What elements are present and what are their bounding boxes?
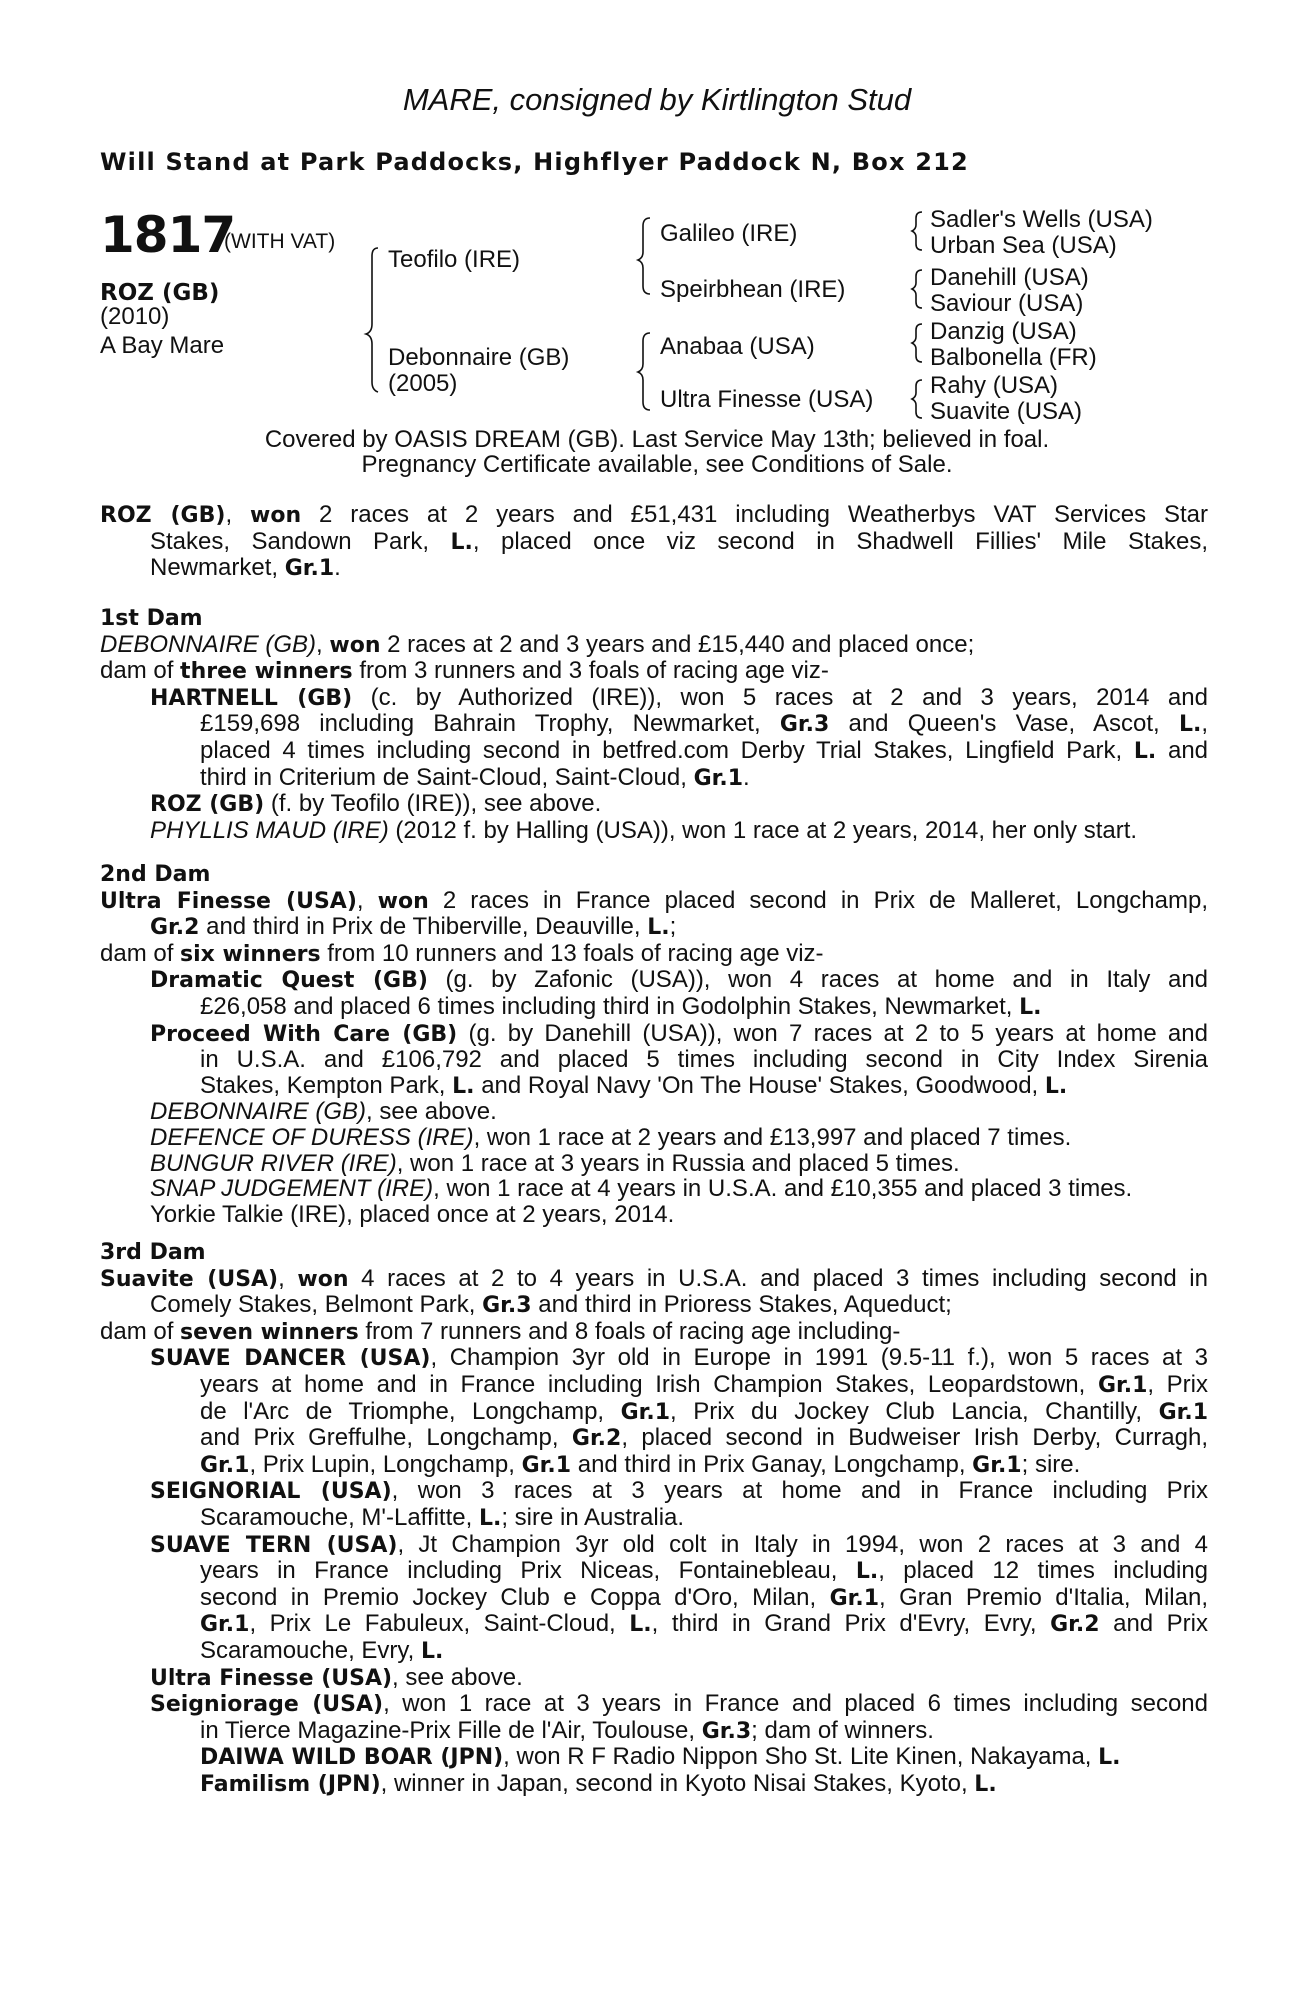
progeny-text: , Gran Premio d'Italia, Milan, bbox=[879, 1583, 1209, 1611]
progeny-text: Stakes, Kempton Park, bbox=[200, 1071, 446, 1099]
consignment-line: MARE, consigned by Kirtlington Stud bbox=[402, 82, 912, 117]
first-dam-heading: 1st Dam bbox=[100, 606, 203, 631]
progeny-text: , placed 12 times including bbox=[878, 1557, 1209, 1585]
progeny-text: (2012 f. by Halling (USA)), won 1 race at 2 years, 2014, her only start. bbox=[395, 816, 1138, 844]
progeny-text: , see above. bbox=[392, 1663, 523, 1691]
pedigree-g4: Saviour (USA) bbox=[930, 290, 1084, 317]
listed-mark: L. bbox=[629, 1612, 652, 1638]
progeny-text: , bbox=[1201, 710, 1208, 738]
progeny-text: , Prix bbox=[1147, 1370, 1208, 1398]
group-mark: Gr.1 bbox=[521, 1452, 572, 1478]
dam-of-text: from 10 runners and 13 foals of racing age viz- bbox=[327, 939, 824, 967]
listed-mark: L. bbox=[974, 1771, 997, 1797]
group-mark: Gr.1 bbox=[693, 765, 743, 791]
horse-name: ROZ (GB) bbox=[100, 280, 220, 306]
progeny-text: , won 1 race at 3 years in Russia and placed 5 times. bbox=[396, 1149, 960, 1177]
summary-text-2: Stakes, Sandown Park, bbox=[150, 527, 430, 555]
won-label: won bbox=[329, 632, 381, 658]
pedigree-g8: Suavite (USA) bbox=[930, 398, 1083, 425]
group-mark: Gr.3 bbox=[701, 1718, 752, 1744]
third-dam-text: Comely Stakes, Belmont Park, bbox=[150, 1291, 476, 1319]
progeny-text: third in Criterium de Saint-Cloud, Saint-Cloud, bbox=[200, 763, 687, 791]
listed-mark: L. bbox=[1044, 1073, 1068, 1099]
progeny-name: SUAVE DANCER (USA) bbox=[150, 1346, 431, 1372]
progeny-text: ; sire in Australia. bbox=[501, 1503, 685, 1531]
progeny-name: Seigniorage (USA) bbox=[150, 1692, 384, 1718]
won-label: won bbox=[297, 1266, 349, 1292]
progeny-text: Yorkie Talkie (IRE), placed once at 2 years, 2014. bbox=[150, 1200, 675, 1228]
first-dam-text: 2 races at 2 and 3 years and £15,440 and placed once; bbox=[387, 630, 975, 658]
progeny-text: , winner in Japan, second in Kyoto Nisai Stakes, Kyoto, bbox=[380, 1769, 968, 1797]
pedigree-g5: Danzig (USA) bbox=[930, 318, 1077, 345]
pedigree-dam-year: (2005) bbox=[388, 370, 458, 397]
progeny-text: , won 1 race at 3 years in France and placed 6 times including second bbox=[383, 1690, 1208, 1718]
lot-number: 1817 bbox=[100, 206, 236, 264]
first-dam-section: 1st Dam DEBONNAIRE (GB), won 2 races at 2 and 3 years and £15,440 and placed once; dam of three winners from 3 runners and 3 foals of racing age viz- HARTNELL (GB) (c. by Authorized (IRE)), won 5 races at 2 and 3 years, 2014 and £159,698 including Bahrain Trophy, Newmarket, Gr.3 and Queen's Vase, Ascot, L., placed 4 times including second in betfred.com Derby Trial Stakes, Lingfield Park, L. and third in Criterium de Saint-Cloud, Saint-Cloud, Gr.1. ROZ (GB) (f. by Teofilo (IRE)), see above. PHYLLIS MAUD (IRE) (2012 f. by Halling (USA)), won 1 race at 2 years, 2014, her only start. bbox=[100, 606, 1209, 844]
winners-count: three winners bbox=[180, 659, 353, 685]
pedigree-sire-sire: Galileo (IRE) bbox=[660, 220, 798, 247]
listed-mark: L. bbox=[1133, 738, 1157, 764]
progeny-text: , won 1 race at 4 years in U.S.A. and £10,355 and placed 3 times. bbox=[433, 1175, 1133, 1203]
group-mark: Gr.3 bbox=[779, 712, 830, 738]
progeny-text: (f. by Teofilo (IRE)), see above. bbox=[270, 790, 602, 818]
third-dam-text: 4 races at 2 to 4 years in U.S.A. and placed 3 times including second in bbox=[361, 1264, 1208, 1292]
progeny-text: , won 1 race at 2 years and £13,997 and placed 7 times. bbox=[473, 1123, 1072, 1151]
progeny-name: SUAVE TERN (USA) bbox=[150, 1532, 398, 1558]
progeny-name: Familism (JPN) bbox=[200, 1771, 381, 1797]
progeny-text: . bbox=[743, 763, 750, 791]
second-dam-section: 2nd Dam Ultra Finesse (USA), won 2 races in France placed second in Prix de Malleret, Longchamp, Gr.2 and third in Prix de Thiberville, Deauville, L.; dam of six winners from 10 runners and 13 foals of racing age viz- Dramatic Quest (GB) (g. by Zafonic (USA)), won 4 races at home and in Italy and £26,058 and placed 6 times including third in Godolphin Stakes, Newmarket, L. Proceed With Care (GB) (g. by Danehill (USA)), won 7 races at 2 to 5 years at home and in U.S.A. and £106,792 and placed 5 times including second in City Index Sirenia Stakes, Kempton Park, L. and Royal Navy 'On The House' Stakes, Goodwood, L. DEBONNAIRE (GB), see above. DEFENCE OF DURESS (IRE), won 1 race at 2 years and £13,997 and placed 7 times. BUNGUR RIVER (IRE), won 1 race at 3 years in Russia and placed 5 times. SNAP JUDGEMENT (IRE), won 1 race at 4 years in U.S.A. and £10,355 and placed 3 times. Yorkie Talkie (IRE), placed once at 2 years, 2014. bbox=[100, 862, 1209, 1228]
group-mark: Gr.2 bbox=[1050, 1612, 1100, 1638]
progeny-text: Scaramouche, M'-Laffitte, bbox=[200, 1503, 473, 1531]
group-mark: Gr.3 bbox=[482, 1293, 532, 1319]
listed-mark: L. bbox=[420, 1638, 444, 1664]
progeny-name: HARTNELL (GB) bbox=[150, 685, 353, 711]
pedigree-sire: Teofilo (IRE) bbox=[388, 246, 521, 273]
progeny-text: years at home and in France including Irish Champion Stakes, Leopardstown, bbox=[200, 1370, 1086, 1398]
dam-of-label: dam of bbox=[100, 1317, 174, 1345]
progeny-name: ROZ (GB) bbox=[150, 792, 265, 818]
progeny-text: , Prix Le Fabuleux, Saint-Cloud, bbox=[249, 1610, 616, 1638]
progeny-text: placed 4 times including second in betfred.com Derby Trial Stakes, Lingfield Park, bbox=[200, 736, 1123, 764]
first-dam-name: DEBONNAIRE (GB) bbox=[100, 630, 317, 658]
progeny-text: , Jt Champion 3yr old colt in Italy in 1994, won 2 races at 3 and 4 bbox=[397, 1530, 1209, 1558]
progeny-text: Scaramouche, Evry, bbox=[200, 1636, 415, 1664]
progeny-name: Ultra Finesse (USA) bbox=[150, 1665, 393, 1691]
pedigree-g6: Balbonella (FR) bbox=[930, 344, 1097, 371]
progeny-name: Proceed With Care (GB) bbox=[150, 1021, 458, 1047]
group-mark: Gr.1 bbox=[829, 1585, 879, 1611]
pedigree-dam-sire: Anabaa (USA) bbox=[660, 333, 815, 360]
horse-description: A Bay Mare bbox=[100, 332, 225, 359]
progeny-text: years in France including Prix Niceas, Fontainebleau, bbox=[200, 1557, 838, 1585]
progeny-text: £159,698 including Bahrain Trophy, Newmarket, bbox=[200, 710, 761, 738]
winners-count: seven winners bbox=[180, 1319, 359, 1345]
progeny-text: , Champion 3yr old in Europe in 1991 (9.5-11 f.), won 5 races at 3 bbox=[430, 1344, 1208, 1372]
summary-text-4: Newmarket, bbox=[150, 554, 279, 582]
progeny-text: in U.S.A. and £106,792 and placed 5 times including second in City Index Sirenia bbox=[200, 1046, 1208, 1074]
listed-mark: L. bbox=[647, 915, 670, 941]
listed-mark: L. bbox=[452, 1073, 475, 1099]
progeny-text: and Prix Greffulhe, Longchamp, bbox=[200, 1424, 559, 1452]
second-dam-name: Ultra Finesse (USA) bbox=[100, 888, 357, 914]
third-dam-name: Suavite (USA) bbox=[100, 1266, 279, 1292]
pedigree-g1: Sadler's Wells (USA) bbox=[930, 206, 1153, 233]
progeny-text: and Prix bbox=[1113, 1610, 1208, 1638]
dam-of-text: from 3 runners and 3 foals of racing age viz- bbox=[359, 657, 829, 685]
summary-won: won bbox=[250, 503, 302, 528]
progeny-text: de l'Arc de Triomphe, Longchamp, bbox=[200, 1397, 605, 1425]
progeny-name: PHYLLIS MAUD (IRE) bbox=[150, 816, 389, 844]
listed-mark: L. bbox=[1178, 712, 1202, 738]
third-dam-heading: 3rd Dam bbox=[100, 1240, 206, 1265]
progeny-text: (g. by Zafonic (USA)), won 4 races at home and in Italy and bbox=[445, 966, 1209, 994]
dam-of-text: from 7 runners and 8 foals of racing age including- bbox=[365, 1317, 901, 1345]
progeny-name: DEBONNAIRE (GB) bbox=[150, 1098, 367, 1126]
progeny-text: , placed second in Budweiser Irish Derby, Curragh, bbox=[621, 1424, 1209, 1452]
pedigree-dam-dam: Ultra Finesse (USA) bbox=[660, 386, 874, 413]
stand-location: Will Stand at Park Paddocks, Highflyer Paddock N, Box 212 bbox=[100, 148, 969, 176]
progeny-text: ; dam of winners. bbox=[751, 1716, 934, 1744]
progeny-name: Dramatic Quest (GB) bbox=[150, 968, 428, 994]
progeny-text: , won 3 races at 3 years at home and in France including Prix bbox=[391, 1477, 1209, 1505]
summary-name: ROZ (GB) bbox=[100, 503, 226, 528]
group-mark: Gr.1 bbox=[200, 1612, 250, 1638]
group-mark: Gr.1 bbox=[1158, 1399, 1209, 1425]
progeny-text: and Queen's Vase, Ascot, bbox=[848, 710, 1160, 738]
summary-text-5: . bbox=[334, 554, 341, 582]
horse-summary: ROZ (GB), won 2 races at 2 years and £51,431 including Weatherbys VAT Services Star Stakes, Sandown Park, L., placed once viz second in Shadwell Fillies' Mile Stakes, Newmarket, Gr.1. bbox=[100, 501, 1209, 582]
progeny-name: DAIWA WILD BOAR (JPN) bbox=[200, 1745, 504, 1771]
progeny-name: SNAP JUDGEMENT (IRE) bbox=[150, 1175, 434, 1203]
third-dam-section: 3rd Dam Suavite (USA), won 4 races at 2 to 4 years in U.S.A. and placed 3 times including second in Comely Stakes, Belmont Park, Gr.3 and third in Prioress Stakes, Aqueduct; dam of seven winners from 7 runners and 8 foals of racing age including- SUAVE DANCER (USA), Champion 3yr old in Europe in 1991 (9.5-11 f.), won 5 races at 3 years at home and in France including Irish Champion Stakes, Leopardstown, Gr.1, Prix de l'Arc de Triomphe, Longchamp, Gr.1, Prix du Jockey Club Lancia, Chantilly, Gr.1 and Prix Greffulhe, Longchamp, Gr.2, placed second in Budweiser Irish Derby, Curragh, Gr.1, Prix Lupin, Longchamp, Gr.1 and third in Prix Ganay, Longchamp, Gr.1; sire. SEIGNORIAL (USA), won 3 races at 3 years at home and in France including Prix Scaramouche, M'-Laffitte, L.; sire in Australia. SUAVE TERN (USA), Jt Champion 3yr old colt in Italy in 1994, won 2 races at 3 and 4 years in France including Prix Niceas, Fontainebleau, L., placed 12 times including second in Premio Jockey Club e Coppa d'Oro, Milan, Gr.1, Gran Premio d'Italia, Milan, Gr.1, Prix Le Fabuleux, Saint-Cloud, L., third in Grand Prix d'Evry, Evry, Gr.2 and Prix Scaramouche, Evry, L. Ultra Finesse (USA), see above. Seigniorage (USA), won 1 race at 3 years in France and placed 6 times including second in Tierce Magazine-Prix Fille de l'Air, Toulouse, Gr.3; dam of winners. DAIWA WILD BOAR (JPN), won R F Radio Nippon Sho St. Lite Kinen, Nakayama, L. Familism (JPN), winner in Japan, second in Kyoto Nisai Stakes, Kyoto, L. bbox=[100, 1240, 1209, 1797]
listed-mark: L. bbox=[1019, 994, 1042, 1020]
pedigree-g7: Rahy (USA) bbox=[930, 372, 1059, 399]
third-dam-text: and third in Prioress Stakes, Aqueduct; bbox=[538, 1291, 952, 1319]
listed-mark: L. bbox=[450, 529, 473, 555]
progeny-name: BUNGUR RIVER (IRE) bbox=[150, 1149, 397, 1177]
progeny-text: and Royal Navy 'On The House' Stakes, Goodwood, bbox=[481, 1071, 1039, 1099]
covering-line: Covered by OASIS DREAM (GB). Last Service May 13th; believed in foal. bbox=[264, 426, 1050, 453]
progeny-text: (c. by Authorized (IRE)), won 5 races at 2 and 3 years, 2014 and bbox=[370, 683, 1208, 711]
pedigree-dam: Debonnaire (GB) bbox=[388, 344, 570, 371]
progeny-text: in Tierce Magazine-Prix Fille de l'Air, Toulouse, bbox=[200, 1716, 696, 1744]
group-mark: Gr.1 bbox=[1097, 1372, 1148, 1398]
progeny-text: (g. by Danehill (USA)), won 7 races at 2 to 5 years at home and bbox=[468, 1019, 1208, 1047]
listed-mark: L. bbox=[478, 1505, 502, 1531]
won-label: won bbox=[377, 888, 429, 914]
dam-of-label: dam of bbox=[100, 939, 174, 967]
second-dam-heading: 2nd Dam bbox=[100, 862, 211, 887]
second-dam-text: 2 races in France placed second in Prix de Malleret, Longchamp, bbox=[442, 886, 1208, 914]
group-mark: Gr.1 bbox=[972, 1452, 1022, 1478]
progeny-text: , see above. bbox=[366, 1098, 497, 1126]
group-mark: Gr.2 bbox=[150, 915, 200, 941]
group-mark: Gr.1 bbox=[620, 1399, 671, 1425]
pedigree-sire-dam: Speirbhean (IRE) bbox=[660, 276, 846, 303]
summary-text-3: , placed once viz second in Shadwell Fillies' Mile Stakes, bbox=[472, 527, 1209, 555]
group-mark: Gr.2 bbox=[571, 1426, 622, 1452]
progeny-text: second in Premio Jockey Club e Coppa d'Oro, Milan, bbox=[200, 1583, 817, 1611]
progeny-text: and third in Prix Ganay, Longchamp, bbox=[577, 1450, 966, 1478]
progeny-text: , Prix Lupin, Longchamp, bbox=[249, 1450, 515, 1478]
progeny-name: DEFENCE OF DURESS (IRE) bbox=[150, 1123, 474, 1151]
pedigree-g3: Danehill (USA) bbox=[930, 264, 1089, 291]
listed-mark: L. bbox=[1098, 1745, 1121, 1771]
summary-text-1: 2 races at 2 years and £51,431 including Weatherbys VAT Services Star bbox=[319, 501, 1208, 528]
vat-label: (WITH VAT) bbox=[224, 230, 336, 253]
horse-year: (2010) bbox=[100, 303, 170, 330]
winners-count: six winners bbox=[180, 941, 321, 967]
progeny-text: and bbox=[1167, 736, 1209, 764]
listed-mark: L. bbox=[855, 1559, 879, 1585]
second-dam-text: and third in Prix de Thiberville, Deauville, bbox=[206, 913, 641, 941]
pedigree-g2: Urban Sea (USA) bbox=[930, 232, 1117, 259]
dam-of-label: dam of bbox=[100, 657, 174, 685]
progeny-text: ; sire. bbox=[1021, 1450, 1081, 1478]
progeny-text: , Prix du Jockey Club Lancia, Chantilly, bbox=[670, 1397, 1143, 1425]
progeny-text: , won R F Radio Nippon Sho St. Lite Kinen, Nakayama, bbox=[503, 1743, 1092, 1771]
progeny-name: SEIGNORIAL (USA) bbox=[150, 1479, 392, 1505]
second-dam-text: ; bbox=[669, 913, 677, 941]
progeny-text: £26,058 and placed 6 times including third in Godolphin Stakes, Newmarket, bbox=[200, 992, 1013, 1020]
group-mark: Gr.1 bbox=[200, 1452, 250, 1478]
group-mark: Gr.1 bbox=[284, 556, 335, 582]
progeny-text: , third in Grand Prix d'Evry, Evry, bbox=[651, 1610, 1037, 1638]
pregnancy-line: Pregnancy Certificate available, see Conditions of Sale. bbox=[361, 451, 953, 478]
